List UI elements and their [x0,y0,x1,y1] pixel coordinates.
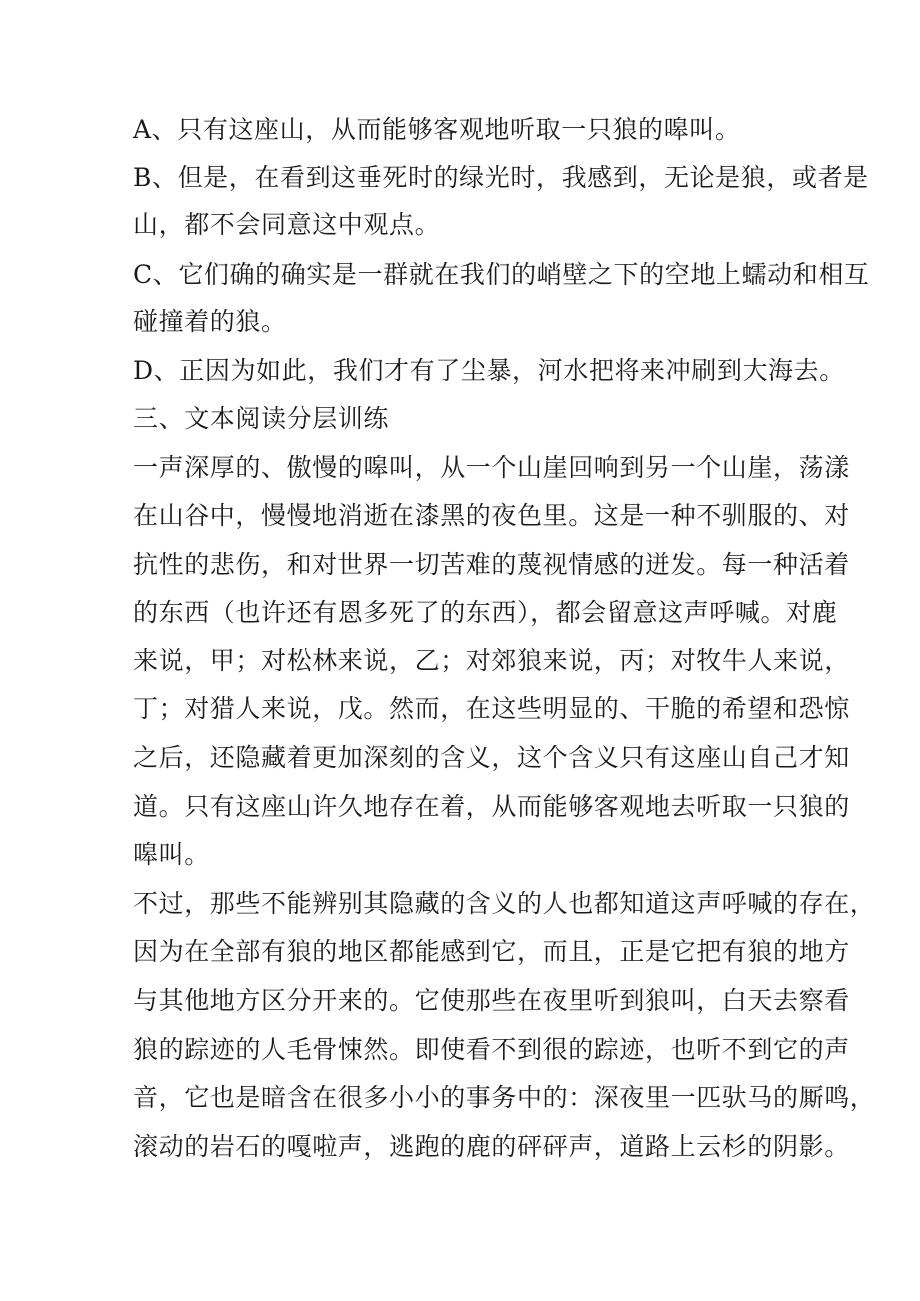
option-c-line-1: C、它们确的确实是一群就在我们的峭壁之下的空地上蠕动和相互 [133,260,870,289]
passage-p1-line-1: 一声深厚的、傲慢的嗥叫，从一个山崖回响到另一个山崖，荡漾 [133,453,850,482]
passage-p2-line-4: 狼的踪迹的人毛骨悚然。即使看不到很的踪迹，也听不到它的声 [133,1035,850,1064]
passage-p1-line-3: 抗性的悲伤，和对世界一切苦难的蔑视情感的迸发。每一种活着 [133,550,850,579]
passage-p1-line-7: 之后，还隐藏着更加深刻的含义，这个含义只有这座山自己才知 [133,743,850,772]
option-c-line-2: 碰撞着的狼。 [133,307,287,336]
passage-p2-line-2: 因为在全部有狼的地区都能感到它，而且，正是它把有狼的地方 [133,937,850,966]
passage-p1-line-6: 丁；对猎人来说，戊。然而，在这些明显的、干脆的希望和恐惊 [133,694,850,723]
option-b-line-1: B、但是，在看到这垂死时的绿光时，我感到，无论是狼，或者是 [133,163,869,192]
option-b-line-2: 山，都不会同意这中观点。 [133,210,441,239]
option-a: A、只有这座山，从而能够客观地听取一只狼的嗥叫。 [133,115,741,144]
passage-p1-line-5: 来说，甲；对松林来说，乙；对郊狼来说，丙；对牧牛人来说， [133,646,850,675]
passage-p1-line-8: 道。只有这座山许久地存在着，从而能够客观地去听取一只狼的 [133,792,850,821]
option-d: D、正因为如此，我们才有了尘暴，河水把将来冲刷到大海去。 [133,356,845,385]
passage-p1-line-2: 在山谷中，慢慢地消逝在漆黑的夜色里。这是一种不驯服的、对 [133,501,850,530]
section-heading: 三、文本阅读分层训练 [133,404,390,433]
passage-p1-line-9: 嗥叫。 [133,840,210,869]
passage-p2-line-6: 滚动的岩石的嘎啦声，逃跑的鹿的砰砰声，道路上云杉的阴影。 [133,1132,850,1161]
passage-p2-line-1: 不过，那些不能辨别其隐藏的含义的人也都知道这声呼喊的存在， [133,889,876,918]
passage-p1-line-4: 的东西（也许还有恩多死了的东西），都会留意这声呼喊。对鹿 [133,598,838,627]
passage-p2-line-3: 与其他地方区分开来的。它使那些在夜里听到狼叫，白天去察看 [133,986,850,1015]
passage-p2-line-5: 音，它也是暗含在很多小小的事务中的：深夜里一匹驮马的厮鸣， [133,1083,876,1112]
